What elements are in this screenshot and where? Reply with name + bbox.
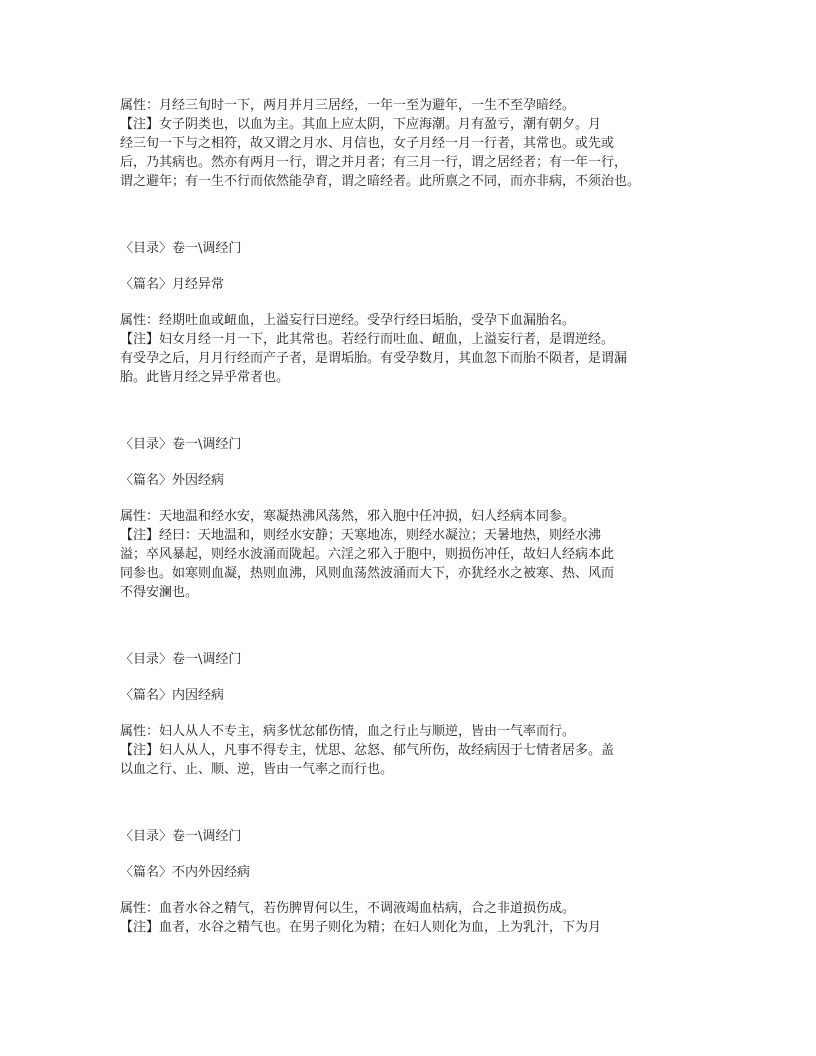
verse-line: 属性：经期吐血或衄血，上溢妄行曰逆经。受孕行经曰垢胎，受孕下血漏胎名。 [120, 313, 576, 328]
annotation-line: 胎。此皆月经之异乎常者也。 [120, 370, 290, 385]
verse-line: 属性：天地温和经水安，寒凝热沸风荡然，邪入胞中任冲损，妇人经病本同参。 [120, 509, 576, 524]
chapter-title: 〈篇名〉内因经病 [120, 688, 225, 703]
chapter-title: 〈篇名〉外因经病 [120, 473, 225, 488]
catalog-label: 〈目录〉卷一\调经门 [120, 652, 242, 667]
annotation-line: 【注】经曰：天地温和，则经水安静；天寒地冻，则经水凝泣；天暑地热，则经水沸 [120, 528, 602, 543]
annotation-line: 不得安澜也。 [120, 585, 199, 600]
annotation-line: 后，乃其病也。然亦有两月一行，谓之并月者；有三月一行，谓之居经者；有一年一行， [120, 155, 628, 170]
catalog-label: 〈目录〉卷一\调经门 [120, 241, 242, 256]
section-yuejing-intro [120, 96, 700, 191]
section-waiyin-jingbing [120, 435, 700, 602]
section-divider [120, 602, 700, 650]
annotation-line: 谓之避年；有一生不行而依然能孕育，谓之暗经者。此所禀之不同，而亦非病，不须治也。 [120, 174, 641, 189]
section-divider [120, 191, 700, 239]
section-divider [120, 387, 700, 435]
section-divider [120, 779, 700, 827]
annotation-line: 【注】女子阴类也，以血为主。其血上应太阴，下应海潮。月有盈亏，潮有朝夕。月 [120, 117, 602, 132]
catalog-label: 〈目录〉卷一\调经门 [120, 437, 242, 452]
annotation-line: 有受孕之后，月月行经而产子者，是谓垢胎。有受孕数月，其血忽下而胎不陨者，是谓漏 [120, 351, 628, 366]
section-neiyin-jingbing [120, 650, 700, 779]
verse-line: 属性：血者水谷之精气，若伤脾胃何以生，不调液竭血枯病，合之非道损伤成。 [120, 901, 576, 916]
annotation-line: 【注】妇女月经一月一下，此其常也。若经行而吐血、衄血，上溢妄行者，是谓逆经。 [120, 332, 615, 347]
section-yuejing-yichang [120, 239, 700, 387]
verse-line: 属性：月经三旬时一下，两月并月三居经，一年一至为避年，一生不至孕暗经。 [120, 98, 576, 113]
annotation-line: 溢；卒风暴起，则经水波涌而陇起。六淫之邪入于胞中，则损伤冲任，故妇人经病本此 [120, 547, 615, 562]
verse-line: 属性：妇人从人不专主，病多忧忿郁伤情，血之行止与顺逆，皆由一气率而行。 [120, 724, 576, 739]
annotation-line: 以血之行、止、顺、逆，皆由一气率之而行也。 [120, 762, 394, 777]
chapter-title: 〈篇名〉月经异常 [120, 277, 225, 292]
annotation-line: 【注】血者，水谷之精气也。在男子则化为精；在妇人则化为血，上为乳汁，下为月 [120, 920, 602, 935]
document-page [120, 96, 700, 937]
annotation-line: 同参也。如寒则血凝，热则血沸，风则血荡然波涌而大下，亦犹经水之被寒、热、风而 [120, 566, 615, 581]
chapter-title: 〈篇名〉不内外因经病 [120, 865, 251, 880]
section-buneiwaiyin-jingbing [120, 827, 700, 937]
annotation-line: 【注】妇人从人，凡事不得专主，忧思、忿怒、郁气所伤，故经病因于七情者居多。盖 [120, 743, 615, 758]
annotation-line: 经三旬一下与之相符，故又谓之月水、月信也，女子月经一月一行者，其常也。或先或 [120, 136, 615, 151]
catalog-label: 〈目录〉卷一\调经门 [120, 829, 242, 844]
